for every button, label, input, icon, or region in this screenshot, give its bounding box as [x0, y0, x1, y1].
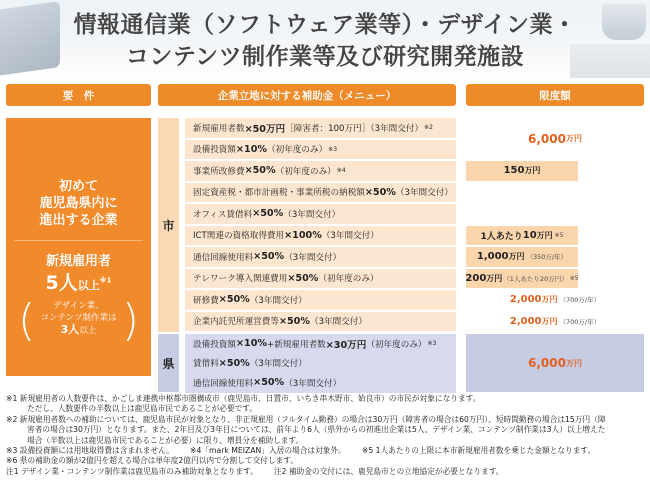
- new-hire-count-value: 5人: [45, 272, 78, 294]
- right-paren-decoration: ): [121, 295, 139, 346]
- subsidy-row-childcare: [185, 312, 456, 332]
- page-title-line-1: 情報通信業（ソフトウェア業等）・デザイン業・: [73, 12, 577, 38]
- subsidy-item-text: 研修費: [193, 295, 219, 306]
- limit-unit: 万円: [565, 358, 582, 368]
- subsidy-row-communication-line: [185, 247, 456, 267]
- limit-value: 200: [465, 272, 487, 284]
- limit-value: 6,000: [528, 356, 566, 370]
- section-prefecture-label: 県: [158, 334, 179, 392]
- subsidy-item-term: （初年度のみ）: [267, 145, 328, 156]
- limit-unit: 万円: [541, 295, 558, 305]
- subsidy-row-training: [185, 290, 456, 310]
- limit-value: 2,000: [509, 315, 542, 327]
- new-hire-label: 新規雇用者: [45, 254, 111, 269]
- limit-telework: [466, 269, 578, 289]
- subsidy-item-rate: ×50%: [218, 357, 250, 369]
- subsidy-item-text: 企業内託児所運営費等: [193, 317, 279, 328]
- subsidy-item-rate: ×100%: [284, 229, 322, 241]
- subsidy-item-rate: ×50%: [218, 294, 250, 306]
- caution-pair: [6, 467, 646, 477]
- limit-childcare: [466, 312, 644, 332]
- subsidy-item-term: （初年度のみ）: [275, 166, 336, 177]
- caution-note: 注1 デザイン業・コンテンツ制作業は鹿児島市のみ補助対象となります。: [6, 466, 258, 476]
- subsidy-item-term: （3年間交付）: [249, 359, 307, 370]
- title-banner: [0, 0, 650, 78]
- subsidy-row-property-tax: [185, 183, 456, 203]
- limit-unit: 万円: [565, 134, 582, 143]
- subsidy-item-text: 設備投資額: [193, 145, 236, 156]
- subsidy-item-rate: ×10%: [235, 143, 267, 155]
- caution-note: 注2 補助金の交付には、鹿児島市との立地協定が必要となります。: [273, 466, 504, 476]
- subsidy-item-term: （3年間交付）: [321, 231, 379, 242]
- subsidy-item-term: （3年間交付）: [283, 209, 341, 220]
- design-content-count-suffix: 以上: [79, 326, 97, 336]
- footnote: ※5 1人あたりの上限に本市新規雇用者数を乗じた金額となります。: [361, 446, 596, 456]
- subsidy-item-rate: ×50%: [253, 251, 285, 263]
- subsidy-row-renovation: [185, 161, 456, 181]
- limit-note-ref: ※5: [554, 231, 564, 239]
- requirements-title-line: 初めて: [58, 179, 98, 194]
- footnote: ただし、人数要件の半数以上は鹿児島市民であることが必要です。: [27, 404, 258, 414]
- limit-value: 150: [503, 165, 525, 177]
- limit-city-main: [466, 118, 644, 159]
- limit-value: 10: [522, 229, 537, 241]
- subsidy-item-rate: ×50%: [252, 208, 284, 220]
- limit-per-person: （1人あたり20万円）: [503, 274, 568, 283]
- subsidy-item-term: （初年度のみ）: [318, 274, 379, 285]
- subsidy-item-term: （3年間交付）: [284, 252, 342, 263]
- limit-unit: 万円: [508, 252, 525, 262]
- subsidy-item-rate: ×50%: [278, 315, 310, 327]
- subsidy-row-office-rent: [185, 204, 456, 224]
- subsidy-item-rate: ×10%: [235, 338, 267, 350]
- subsidy-item-text: 設備投資額: [193, 339, 236, 350]
- limit-prefix: 1人あたり: [480, 231, 523, 242]
- limit-note-ref: ※5: [569, 274, 579, 282]
- subsidy-item-rate: ×50%: [364, 186, 396, 198]
- header-subsidy-menu: 企業立地に対する補助金（メニュー）: [158, 84, 456, 106]
- requirements-box: [6, 118, 151, 376]
- subsidy-item-rate: ×50%: [244, 165, 276, 177]
- limit-unit: 万円: [541, 316, 558, 326]
- subsidy-row-new-hires: [185, 118, 456, 138]
- header-requirements: 要 件: [6, 84, 151, 106]
- subsidy-item-term: （初年度のみ）: [366, 339, 427, 350]
- subsidy-item-rate: ×50%: [253, 377, 285, 389]
- limit-value: 2,000: [509, 294, 542, 306]
- limit-value: 6,000: [528, 131, 566, 146]
- limit-training: [466, 290, 644, 310]
- subsidy-row-pref-communication: [185, 373, 456, 393]
- subsidy-item-term: （3年間交付）: [249, 295, 307, 306]
- subsidy-item-term: （3年間交付）: [395, 188, 453, 199]
- footnote: ※4「mark MEIZAN」入居の場合は対象外。: [190, 446, 346, 456]
- limit-unit: 万円: [536, 230, 553, 240]
- subsidy-item-rate: ×30万円: [325, 339, 367, 351]
- subsidy-item-text: 新規雇用者数: [193, 123, 245, 134]
- requirements-title: [6, 178, 151, 229]
- subsidy-item-text: ICT関連の資格取得費用: [193, 231, 285, 242]
- subsidy-item-note-ref: ※3: [328, 145, 338, 153]
- subsidy-item-rate: ×50%: [287, 272, 319, 284]
- design-content-count: 3人: [60, 323, 80, 336]
- subsidy-row-ict-certification: [185, 226, 456, 246]
- limit-communication-line: [466, 247, 578, 267]
- limit-annual: （700万/年）: [559, 296, 601, 305]
- left-paren-decoration: (: [18, 295, 36, 346]
- subsidy-item-text: 通信回線使用料: [193, 252, 254, 263]
- footnote: ※1 新規雇用者の人数要件は、かごしま連携中枢都市圏構成市（鹿児島市、日置市、いちき串木野市、姶良市）の市民が対象になります。: [6, 394, 481, 403]
- new-hire-count-suffix: 以上: [77, 279, 100, 292]
- limit-annual: （700万/年）: [559, 317, 601, 326]
- footnote: ※3 設備投資額には用地取得費は含まれません。: [6, 446, 174, 456]
- subsidy-item-note-ref: ※4: [336, 167, 346, 175]
- limit-renovation: [466, 161, 578, 181]
- limit-ict-certification: [466, 226, 578, 246]
- requirements-title-line: 進出する企業: [39, 213, 118, 228]
- subsidy-item-note-ref: ※2: [424, 124, 433, 132]
- footnote-pair: [6, 446, 646, 456]
- limit-unit: 万円: [524, 166, 541, 176]
- limit-value: 1,000: [476, 251, 509, 263]
- subsidy-item-text: +新規雇用者数: [267, 339, 326, 350]
- subsidy-item-term: ［障害者：100万円］（3年間交付）: [285, 123, 424, 134]
- new-hire-count: [6, 268, 151, 295]
- subsidy-row-equipment: [185, 140, 456, 160]
- subsidy-item-text: テレワーク導入関連費用: [193, 274, 288, 285]
- footnote: ※6 県の補助金の額が2億円を超える場合は単年度2億円以内で分割して交付します。: [6, 456, 299, 466]
- subsidy-row-pref-rent: [185, 354, 456, 374]
- page-title-line-2: コンテンツ制作業等及び研究開発施設: [125, 44, 525, 70]
- subsidy-item-term: （3年間交付）: [284, 378, 342, 389]
- header-limit: 限度額: [466, 84, 644, 106]
- subsidy-row-pref-equipment: [185, 334, 456, 354]
- subsidy-item-text: 通信回線使用料: [193, 378, 254, 389]
- new-hire-note-ref: ※1: [99, 276, 112, 285]
- limit-prefecture: [466, 334, 644, 392]
- subsidy-item-rate: ×50万円: [244, 123, 286, 135]
- footnotes: [6, 394, 646, 477]
- subsidy-item-text: オフィス賃借料: [193, 209, 253, 220]
- design-content-note-line: コンテンツ制作業は: [40, 313, 117, 323]
- subsidy-item-term: （3年間交付）: [309, 317, 367, 328]
- subsidy-item-text: 事業所改修費: [193, 166, 245, 177]
- subsidy-item-text: 固定資産税・都市計画税・事業所税の納税額: [193, 188, 365, 199]
- requirements-divider: [14, 240, 143, 241]
- design-content-note-line: デザイン業、: [53, 301, 104, 311]
- design-content-note: [30, 300, 127, 337]
- subsidy-item-note-ref: ※3: [427, 340, 437, 348]
- design-content-requirement: [20, 296, 137, 350]
- requirements-title-line: 鹿児島県内に: [39, 196, 118, 211]
- limit-unit: 万円: [486, 273, 503, 283]
- subsidy-item-text: 賃借料: [193, 359, 219, 370]
- footnote: ※2 新規雇用者数への補助については、鹿児島市民が対象となり、非正規雇用（フルタイム勤務）の場合は30万円（障害者の場合は60万円）、短時間勤務の場合は15万円（障: [6, 414, 606, 424]
- subsidy-row-telework: [185, 269, 456, 289]
- footnote: 場合（半数以上は鹿児島市民であることが必要）に限り、増員分を補助します。: [27, 435, 304, 445]
- footnote: 害者の場合は30万円）となります。また、2年目及び3年目については、前年より6人（県外からの初進出企業は5人、デザイン業、コンテンツ制作業は3人）以上増えた: [27, 425, 606, 435]
- limit-annual: （350万/年）: [526, 253, 568, 262]
- section-city-label: 市: [158, 118, 179, 332]
